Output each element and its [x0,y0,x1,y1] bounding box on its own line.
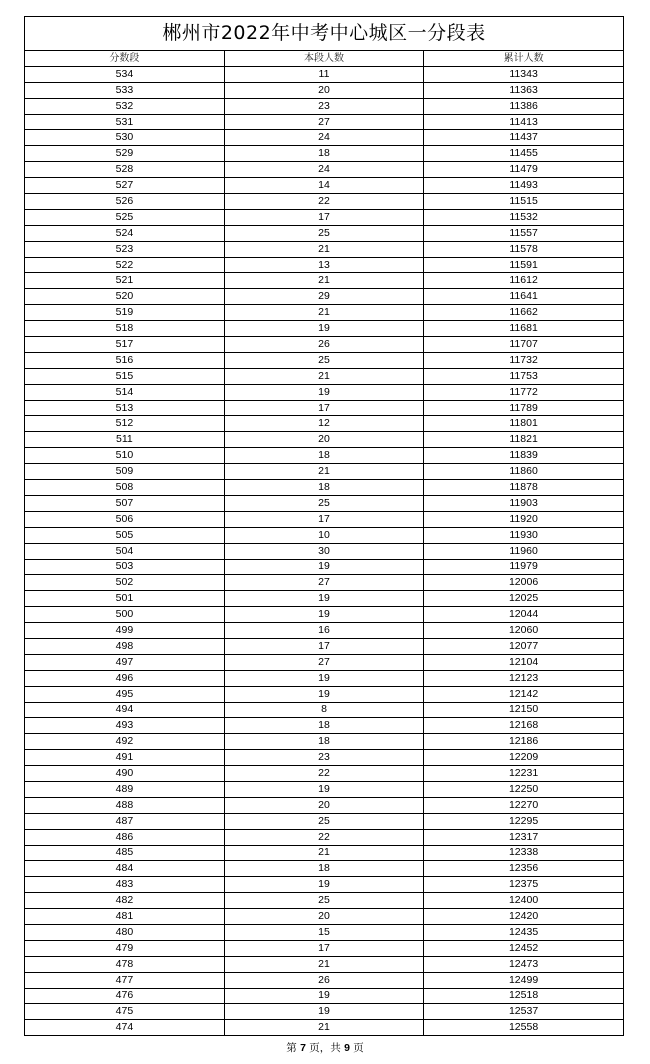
cell-segment-count: 21 [224,956,423,972]
table-row [25,607,623,623]
cell-segment-count: 19 [224,607,423,623]
table-row [25,924,623,940]
cell-cumulative-count: 11413 [424,114,623,130]
cell-score: 508 [25,480,224,496]
cell-score: 506 [25,511,224,527]
cell-cumulative-count: 12006 [424,575,623,591]
cell-score: 474 [25,1020,224,1035]
table-row [25,146,623,162]
cell-score: 514 [25,384,224,400]
table-row [25,162,623,178]
table-row [25,225,623,241]
cell-cumulative-count: 12168 [424,718,623,734]
cell-score: 534 [25,66,224,82]
table-row [25,1020,623,1035]
table-row [25,909,623,925]
table-row [25,623,623,639]
table-row [25,1004,623,1020]
cell-segment-count: 19 [224,781,423,797]
table-row [25,400,623,416]
cell-score: 526 [25,194,224,210]
cell-segment-count: 25 [224,352,423,368]
cell-cumulative-count: 12025 [424,591,623,607]
cell-cumulative-count: 11641 [424,289,623,305]
cell-segment-count: 27 [224,575,423,591]
table-row [25,98,623,114]
table-row [25,130,623,146]
footer-suffix: 页 [353,1042,364,1054]
cell-score: 489 [25,781,224,797]
cell-segment-count: 17 [224,511,423,527]
cell-score: 510 [25,448,224,464]
table-row [25,352,623,368]
cell-score: 486 [25,829,224,845]
cell-segment-count: 22 [224,194,423,210]
cell-cumulative-count: 12270 [424,797,623,813]
cell-score: 503 [25,559,224,575]
cell-cumulative-count: 12435 [424,924,623,940]
header-segment-count: 本段人数 [224,51,423,66]
cell-cumulative-count: 11455 [424,146,623,162]
cell-score: 481 [25,909,224,925]
cell-score: 525 [25,209,224,225]
cell-segment-count: 19 [224,877,423,893]
cell-cumulative-count: 12142 [424,686,623,702]
table-row [25,448,623,464]
cell-cumulative-count: 11662 [424,305,623,321]
cell-score: 498 [25,638,224,654]
table-row [25,257,623,273]
cell-score: 529 [25,146,224,162]
cell-score: 496 [25,670,224,686]
cell-score: 482 [25,893,224,909]
cell-segment-count: 8 [224,702,423,718]
cell-segment-count: 18 [224,448,423,464]
cell-segment-count: 25 [224,225,423,241]
table-title: 郴州市2022年中考中心城区一分段表 [25,17,623,51]
cell-score: 511 [25,432,224,448]
table-row [25,321,623,337]
cell-segment-count: 15 [224,924,423,940]
cell-cumulative-count: 11789 [424,400,623,416]
cell-cumulative-count: 11960 [424,543,623,559]
cell-score: 479 [25,940,224,956]
cell-score: 483 [25,877,224,893]
table-row [25,178,623,194]
cell-cumulative-count: 11801 [424,416,623,432]
table-row [25,813,623,829]
cell-score: 505 [25,527,224,543]
table-row [25,241,623,257]
cell-segment-count: 19 [224,686,423,702]
cell-segment-count: 23 [224,750,423,766]
cell-cumulative-count: 11903 [424,495,623,511]
cell-segment-count: 17 [224,400,423,416]
table-row [25,877,623,893]
cell-segment-count: 29 [224,289,423,305]
cell-cumulative-count: 12338 [424,845,623,861]
cell-score: 480 [25,924,224,940]
cell-segment-count: 21 [224,368,423,384]
table-row [25,82,623,98]
cell-score: 516 [25,352,224,368]
cell-cumulative-count: 11591 [424,257,623,273]
cell-score: 527 [25,178,224,194]
score-distribution-table [25,51,623,1035]
cell-segment-count: 27 [224,654,423,670]
cell-segment-count: 20 [224,797,423,813]
cell-cumulative-count: 11515 [424,194,623,210]
table-row [25,194,623,210]
cell-cumulative-count: 12375 [424,877,623,893]
cell-cumulative-count: 12150 [424,702,623,718]
cell-segment-count: 21 [224,1020,423,1035]
cell-score: 475 [25,1004,224,1020]
cell-score: 491 [25,750,224,766]
cell-score: 518 [25,321,224,337]
cell-score: 487 [25,813,224,829]
cell-segment-count: 21 [224,845,423,861]
cell-segment-count: 10 [224,527,423,543]
cell-cumulative-count: 12044 [424,607,623,623]
table-row [25,797,623,813]
cell-segment-count: 21 [224,305,423,321]
cell-score: 533 [25,82,224,98]
cell-score: 522 [25,257,224,273]
cell-cumulative-count: 11557 [424,225,623,241]
cell-cumulative-count: 11363 [424,82,623,98]
cell-segment-count: 13 [224,257,423,273]
cell-segment-count: 19 [224,384,423,400]
cell-cumulative-count: 12209 [424,750,623,766]
cell-segment-count: 19 [224,988,423,1004]
table-row [25,432,623,448]
cell-score: 509 [25,464,224,480]
table-row [25,591,623,607]
cell-cumulative-count: 11612 [424,273,623,289]
table-row [25,845,623,861]
table-row [25,337,623,353]
cell-cumulative-count: 12077 [424,638,623,654]
cell-score: 500 [25,607,224,623]
cell-cumulative-count: 12356 [424,861,623,877]
cell-cumulative-count: 11753 [424,368,623,384]
cell-segment-count: 20 [224,432,423,448]
cell-cumulative-count: 12452 [424,940,623,956]
cell-segment-count: 11 [224,66,423,82]
table-row [25,686,623,702]
table-row [25,416,623,432]
cell-segment-count: 20 [224,909,423,925]
cell-cumulative-count: 12420 [424,909,623,925]
cell-score: 524 [25,225,224,241]
cell-score: 528 [25,162,224,178]
cell-score: 484 [25,861,224,877]
footer-prefix: 第 [286,1042,297,1054]
cell-segment-count: 14 [224,178,423,194]
table-row [25,781,623,797]
cell-score: 513 [25,400,224,416]
cell-score: 494 [25,702,224,718]
table-row [25,495,623,511]
cell-score: 490 [25,766,224,782]
cell-segment-count: 18 [224,146,423,162]
cell-score: 502 [25,575,224,591]
table-row [25,893,623,909]
cell-segment-count: 25 [224,893,423,909]
cell-segment-count: 26 [224,337,423,353]
cell-score: 495 [25,686,224,702]
table-row [25,559,623,575]
cell-cumulative-count: 11707 [424,337,623,353]
cell-segment-count: 17 [224,940,423,956]
cell-segment-count: 19 [224,591,423,607]
cell-cumulative-count: 11681 [424,321,623,337]
cell-score: 517 [25,337,224,353]
cell-score: 519 [25,305,224,321]
table-row [25,654,623,670]
cell-score: 523 [25,241,224,257]
table-row [25,861,623,877]
table-row [25,384,623,400]
cell-segment-count: 18 [224,734,423,750]
cell-cumulative-count: 11860 [424,464,623,480]
cell-segment-count: 17 [224,638,423,654]
cell-segment-count: 22 [224,829,423,845]
table-row [25,638,623,654]
table-row [25,718,623,734]
cell-score: 478 [25,956,224,972]
cell-cumulative-count: 11343 [424,66,623,82]
cell-cumulative-count: 11979 [424,559,623,575]
table-row [25,988,623,1004]
table-row [25,829,623,845]
cell-segment-count: 12 [224,416,423,432]
table-row [25,464,623,480]
table-row [25,289,623,305]
header-score-range: 分数段 [25,51,224,66]
cell-cumulative-count: 11930 [424,527,623,543]
cell-score: 477 [25,972,224,988]
cell-segment-count: 30 [224,543,423,559]
cell-score: 485 [25,845,224,861]
table-row [25,972,623,988]
cell-segment-count: 21 [224,464,423,480]
cell-score: 507 [25,495,224,511]
header-cumulative-count: 累计人数 [424,51,623,66]
cell-segment-count: 25 [224,495,423,511]
cell-cumulative-count: 12250 [424,781,623,797]
cell-segment-count: 26 [224,972,423,988]
cell-segment-count: 19 [224,559,423,575]
table-row [25,543,623,559]
cell-cumulative-count: 12558 [424,1020,623,1035]
cell-segment-count: 21 [224,273,423,289]
cell-score: 504 [25,543,224,559]
table-body [25,66,623,1035]
cell-score: 501 [25,591,224,607]
table-row [25,670,623,686]
table-row [25,734,623,750]
footer-page-number: 7 [300,1042,306,1054]
cell-segment-count: 16 [224,623,423,639]
cell-score: 531 [25,114,224,130]
cell-cumulative-count: 11878 [424,480,623,496]
cell-cumulative-count: 12400 [424,893,623,909]
cell-cumulative-count: 12473 [424,956,623,972]
footer-middle: 页，共 [309,1042,341,1054]
cell-cumulative-count: 11437 [424,130,623,146]
cell-cumulative-count: 11493 [424,178,623,194]
table-row [25,480,623,496]
cell-score: 499 [25,623,224,639]
cell-cumulative-count: 12518 [424,988,623,1004]
cell-score: 476 [25,988,224,1004]
cell-cumulative-count: 12104 [424,654,623,670]
cell-cumulative-count: 12186 [424,734,623,750]
cell-score: 512 [25,416,224,432]
cell-segment-count: 21 [224,241,423,257]
page-footer [0,1040,650,1055]
table-row [25,511,623,527]
table-row [25,66,623,82]
cell-score: 530 [25,130,224,146]
cell-score: 515 [25,368,224,384]
cell-segment-count: 27 [224,114,423,130]
cell-segment-count: 23 [224,98,423,114]
cell-cumulative-count: 12317 [424,829,623,845]
cell-cumulative-count: 11479 [424,162,623,178]
cell-score: 488 [25,797,224,813]
cell-segment-count: 20 [224,82,423,98]
cell-cumulative-count: 12123 [424,670,623,686]
cell-segment-count: 22 [224,766,423,782]
table-row [25,114,623,130]
cell-cumulative-count: 11578 [424,241,623,257]
table-row [25,575,623,591]
table-row [25,273,623,289]
cell-segment-count: 18 [224,861,423,877]
cell-cumulative-count: 12060 [424,623,623,639]
cell-segment-count: 17 [224,209,423,225]
table-row [25,956,623,972]
table-row [25,368,623,384]
cell-segment-count: 24 [224,162,423,178]
table-row [25,305,623,321]
table-row [25,527,623,543]
cell-cumulative-count: 11772 [424,384,623,400]
cell-cumulative-count: 11839 [424,448,623,464]
cell-cumulative-count: 11821 [424,432,623,448]
cell-cumulative-count: 11732 [424,352,623,368]
score-table-sheet [24,16,624,1036]
cell-segment-count: 19 [224,321,423,337]
cell-score: 493 [25,718,224,734]
cell-cumulative-count: 12295 [424,813,623,829]
cell-segment-count: 25 [224,813,423,829]
cell-segment-count: 18 [224,480,423,496]
cell-cumulative-count: 11386 [424,98,623,114]
cell-cumulative-count: 12499 [424,972,623,988]
cell-score: 497 [25,654,224,670]
cell-score: 521 [25,273,224,289]
cell-segment-count: 19 [224,1004,423,1020]
table-row [25,702,623,718]
cell-cumulative-count: 12231 [424,766,623,782]
cell-score: 520 [25,289,224,305]
footer-total-pages: 9 [344,1042,350,1054]
cell-segment-count: 24 [224,130,423,146]
cell-cumulative-count: 11920 [424,511,623,527]
table-row [25,766,623,782]
cell-segment-count: 18 [224,718,423,734]
table-row [25,750,623,766]
cell-segment-count: 19 [224,670,423,686]
table-header-row [25,51,623,66]
table-row [25,209,623,225]
cell-cumulative-count: 12537 [424,1004,623,1020]
cell-cumulative-count: 11532 [424,209,623,225]
cell-score: 532 [25,98,224,114]
table-row [25,940,623,956]
cell-score: 492 [25,734,224,750]
